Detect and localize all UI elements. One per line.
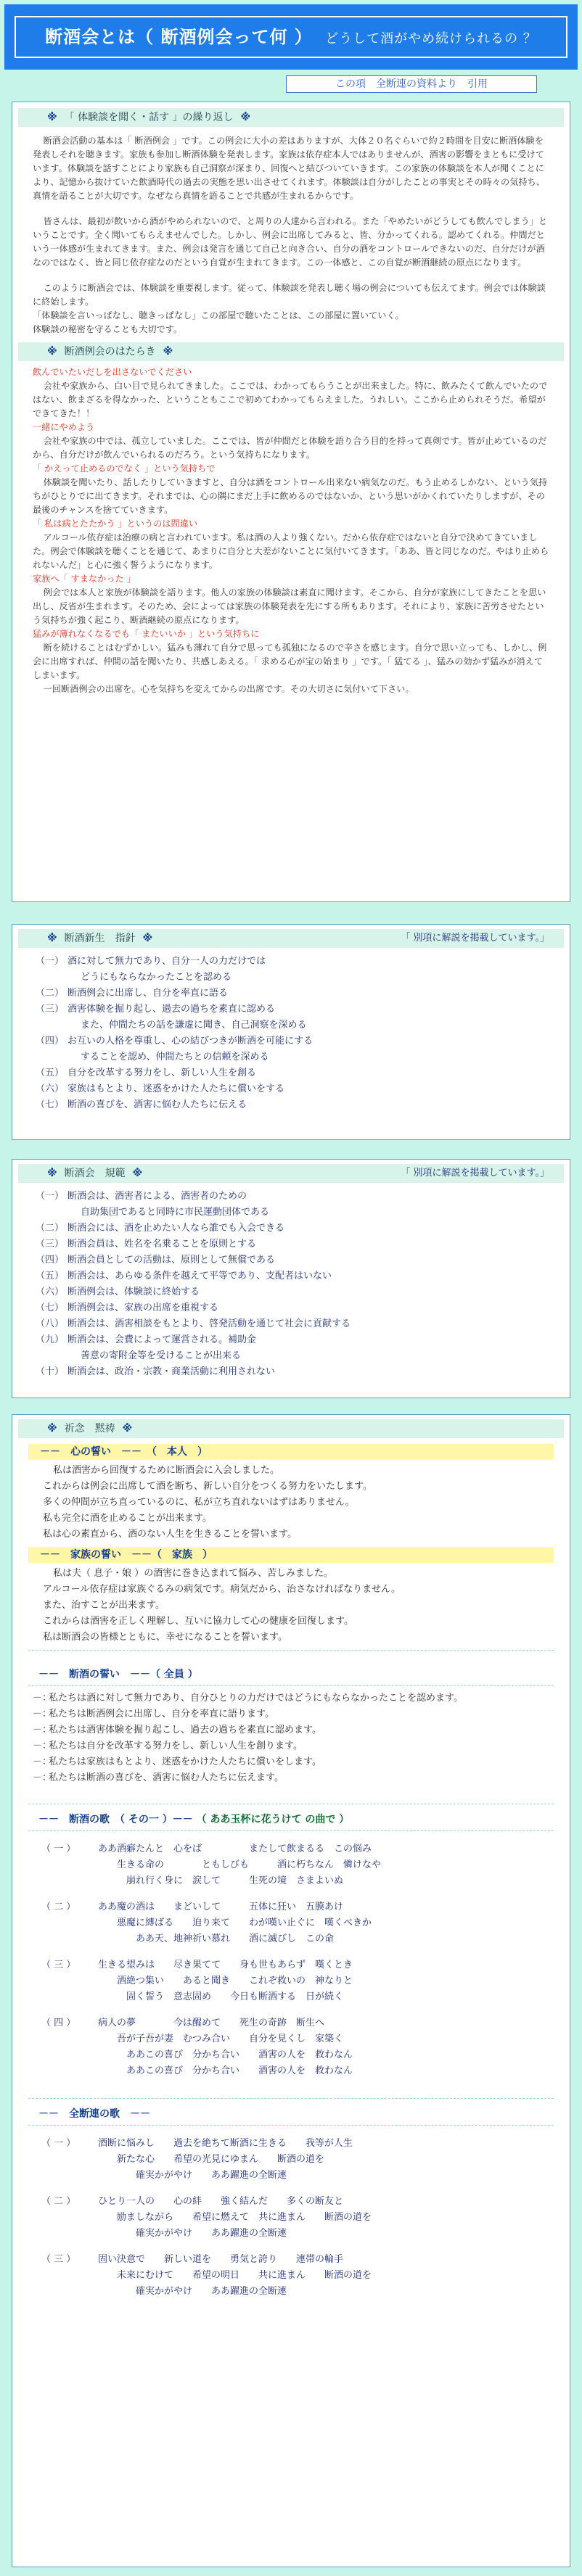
block-heading: 「 かえって止めるのでなく 」という気持ちで bbox=[33, 463, 216, 474]
verse-line: ああ酒癖たんと 心をば またして飲まるる この悩み bbox=[98, 1844, 372, 1854]
item-text: 断酒例会は、家族の出席を重視する bbox=[67, 1303, 219, 1313]
oath-title: －－ 断酒の誓い －－（ 全員 ） bbox=[38, 1669, 198, 1680]
oath-list bbox=[12, 1690, 570, 1786]
song-verse bbox=[41, 1899, 570, 1947]
verse-number: （ 三 ） bbox=[41, 1960, 76, 1970]
item-number: （八） bbox=[36, 1318, 65, 1329]
item-number: （三） bbox=[36, 1239, 65, 1250]
verse-line: 励ましながら 希望に燃えて 共に進まん 断酒の道を bbox=[98, 2212, 372, 2223]
list-item bbox=[36, 1252, 546, 1268]
block-text: 会社や家族から、白い目で見られてきました。ここでは、わかってもらうことが出来ました。特に、飲みたくて飲んでいたのではない、飲まざるを得なかった、ということもここで初めてわかってもらえました。うれしい。ここから止められそうだ。希望ができてきた！！ bbox=[33, 381, 548, 418]
oath-line bbox=[12, 1722, 570, 1738]
oath-text: 私たちは自分を改革する努力をし、新しい人生を創ります。 bbox=[49, 1741, 303, 1751]
guideline-list bbox=[12, 954, 570, 1113]
verse-lines bbox=[98, 1841, 381, 1889]
paragraph: 「体験談を言いっぱなし、聴きっぱなし」この部屋で聴いたことは、この部屋に置いていく。 bbox=[33, 310, 404, 321]
verse-lines bbox=[98, 2136, 353, 2184]
vow-line: 私は心の素直から、酒のない人生を生きることを誓います。 bbox=[43, 1529, 297, 1540]
vow-line: 私は夫（ 息子・娘 ）の酒害に巻き込まれて悩み、苦しみました。 bbox=[53, 1568, 334, 1579]
block-text: 断を続けることはむずかしい。猛みも薄れて自分で思っても孤独になるので辛さを感じます。自分で思い立っても、しかし、例会に出席すれば、仲間の話を聞いたり、共感しあえる。「 求める心が宝の始まり 」です。「 猛てる 」、猛みの効かず猛みが消えてしまいます。 bbox=[33, 643, 547, 680]
section-heading: 祈念 黙祷 bbox=[64, 1423, 115, 1434]
item-text: 断酒の喜びを、酒害に悩む人たちに伝える bbox=[67, 1099, 247, 1110]
list-item bbox=[36, 1237, 546, 1252]
vow-line: 私は断酒会の皆様とともに、幸せになることを誓います。 bbox=[43, 1632, 287, 1643]
section-heading: 「 体験談を聞く・話す 」の繰り返し bbox=[64, 112, 234, 123]
title-subtitle: どうして酒がやめ続けられるの ？ bbox=[325, 31, 537, 46]
block-text: 一回断酒例会の出席を。心を気持ちを変えてからの出席です。その大切さに気付いて下さい。 bbox=[43, 684, 414, 694]
item-number: （七） bbox=[36, 1099, 65, 1110]
verse-number: （ 三 ） bbox=[41, 2254, 76, 2265]
list-item bbox=[36, 954, 546, 970]
item-number: （二） bbox=[36, 988, 65, 999]
section-norms bbox=[12, 1159, 570, 1398]
item-text: 断酒会は、酒害者による、酒害者のための bbox=[67, 1191, 247, 1202]
list-item bbox=[36, 1189, 546, 1205]
song1-heading bbox=[38, 1812, 570, 1826]
list-item bbox=[36, 1348, 546, 1364]
block-heading: 飲んでいたいだしを出さないでください bbox=[33, 367, 192, 377]
section-heading-bar: ※ 断酒新生 指針 ※ 「 別項に解説を掲載しています。」 bbox=[18, 929, 564, 948]
item-text: 断酒会は、あらゆる条件を越えて平等であり、支配者はいない bbox=[67, 1271, 332, 1281]
list-item bbox=[36, 1002, 546, 1017]
section-experience-talk bbox=[12, 102, 570, 902]
verse-number: （ 一 ） bbox=[41, 2138, 76, 2149]
song1-tune: （ ああ玉杯に花うけて の曲で ） bbox=[196, 1814, 350, 1825]
list-item bbox=[36, 986, 546, 1002]
verse-line: 生きる命の ともしびも 酒に朽ちなん 憐けなや bbox=[98, 1859, 382, 1870]
section-heading: 断酒会 規範 bbox=[64, 1168, 126, 1179]
oath-line bbox=[12, 1770, 570, 1786]
item-number: （十） bbox=[36, 1366, 65, 1377]
verse-line: 酒絶つ集い あると聞き これぞ救いの 神なりと bbox=[98, 1976, 353, 1986]
verse-lines bbox=[98, 2015, 353, 2079]
item-text: することを認め、仲間たちとの信頼を深める bbox=[81, 1052, 269, 1062]
verse-line: 固く誓う 意志固め 今日も断酒する 日が続く bbox=[98, 1991, 344, 2002]
list-item bbox=[36, 1049, 546, 1065]
verse-lines bbox=[98, 2252, 372, 2300]
section-heading-bar: ※ 祈念 黙祷 ※ bbox=[18, 1419, 564, 1438]
item-text: お互いの人格を尊重し、心の結びつきが断酒を可能にする bbox=[67, 1036, 313, 1046]
item-number: （四） bbox=[36, 1255, 65, 1266]
song2-title: －－ 全断連の歌 －－ bbox=[38, 2108, 150, 2120]
list-item bbox=[36, 1300, 546, 1316]
verse-line: 確実かがやけ ああ躍進の全断連 bbox=[98, 2286, 287, 2297]
page-title bbox=[15, 16, 567, 58]
sub-heading: 断酒例会のはたらき bbox=[64, 346, 156, 358]
paragraph: 皆さんは、最初が飲いから酒がやめられないので、と周りの人達から言われる。また「やめたいがどうしても飲んでしまう」ということです。全く聞いてもらえませんでした。しかし、例会に出席してみると、皆、分かってくれる。認めてくれる。仲間だという一体感が生まれてきます。また、例会は発言を通じて自己と向き合い、自分の酒をコントロールできないのだ、自分だけが酒なのではなく、皆と同じ依存症なのだという自覚が生まれてきます。この一体感と、この自覚が断酒継続の原点になります。 bbox=[33, 216, 548, 268]
vow-self bbox=[12, 1463, 570, 1543]
vow-self-title: －－ 心の誓い －－ （ 本人 ） bbox=[28, 1444, 554, 1460]
source-tag: この項 全断連の資料より 引用 bbox=[286, 75, 537, 93]
item-text: 断酒会は、会費によって運営される。補助金 bbox=[67, 1334, 257, 1345]
song-verse bbox=[41, 2136, 570, 2184]
vow-line: これからは例会に出席して酒を断ち、新しい自分をつくる努力をいたします。 bbox=[43, 1481, 372, 1492]
song1-verses bbox=[12, 1841, 570, 2079]
song1-title: －－ 断酒の歌 （ その一 ）－－ bbox=[38, 1814, 193, 1825]
section-prayer bbox=[12, 1414, 570, 2567]
item-text: 善意の寄附金等を受けることが出来る bbox=[81, 1350, 242, 1361]
list-item bbox=[36, 1364, 546, 1380]
oath-text: 私たちは酒害体験を掘り起こし、過去の過ちを素直に認めます。 bbox=[49, 1725, 321, 1735]
verse-line: ああ魔の酒は まどいして 五体に狂い 五膜あけ bbox=[98, 1902, 344, 1912]
verse-line: 確実かがやけ ああ躍進の全断連 bbox=[98, 2170, 287, 2181]
section-note: 「 別項に解説を掲載しています。」 bbox=[401, 1168, 549, 1178]
oath-text: 私たちは家族はもとより、迷惑をかけた人たちに償いをします。 bbox=[49, 1756, 321, 1767]
block-text: アルコール依存症は治療の病と言われています。私は酒の人より強くない。だから依存症ではないと自分で決めてきていました。例会で体験談を聴くことを通じて、あまりに自分と大差がないことに気付いてきます。「ああ、皆と同じなのだ。やはり止められないんだ」と心に強く誓うようになります。 bbox=[33, 532, 549, 570]
list-item bbox=[36, 1268, 546, 1284]
item-number: （五） bbox=[36, 1068, 65, 1078]
item-text: どうにもならなかったことを認める bbox=[81, 972, 232, 983]
item-text: 断酒会員としての活動は、原則として無償である bbox=[67, 1255, 276, 1266]
list-item bbox=[36, 1065, 546, 1081]
title-bar bbox=[4, 4, 578, 70]
list-item bbox=[36, 1332, 546, 1348]
section-heading: 断酒新生 指針 bbox=[64, 933, 136, 944]
verse-line: 確実かがやけ ああ躍進の全断連 bbox=[98, 2228, 287, 2239]
song-verse bbox=[41, 1957, 570, 2005]
verse-number: （ 一 ） bbox=[41, 1844, 76, 1854]
item-number: （九） bbox=[36, 1334, 65, 1345]
vow-line: 私は酒害から回復するために断酒会に入会しました。 bbox=[53, 1465, 280, 1476]
item-text: 酒害体験を掘り起し、過去の過ちを素直に認める bbox=[67, 1004, 276, 1015]
verse-lines bbox=[98, 1899, 372, 1947]
oath-bullet: －： bbox=[33, 1693, 52, 1704]
verse-line: ああこの喜び 分かち合い 酒害の人を 救わなん bbox=[98, 2049, 353, 2060]
item-number: （五） bbox=[36, 1271, 65, 1281]
oath-line bbox=[12, 1706, 570, 1722]
list-item bbox=[36, 1081, 546, 1097]
item-text: 自分を改革する努力をし、新しい人生を創る bbox=[67, 1068, 257, 1078]
list-item bbox=[36, 1221, 546, 1237]
verse-line: 酒断に悩みし 過去を絶ちて断酒に生きる 我等が人生 bbox=[98, 2138, 353, 2149]
list-item bbox=[36, 1205, 546, 1221]
oath-text: 私たちは酒に対して無力であり、自分ひとりの力だけではどうにもならなかったことを認めます。 bbox=[49, 1693, 463, 1704]
block-heading: 一緒にやめよう bbox=[33, 422, 95, 432]
verse-line: 生きる望みは 尽き果てて 身も世もあらず 嘆くとき bbox=[98, 1960, 353, 1970]
verse-number: （ 二 ） bbox=[41, 1902, 76, 1912]
item-number: （二） bbox=[36, 1223, 65, 1234]
vow-line: アルコール依存症は家族ぐるみの病気です。病気だから、治さなければなりません。 bbox=[43, 1584, 401, 1595]
sub-heading-bar: ※ 断酒例会のはたらき ※ bbox=[18, 342, 564, 361]
oath-bullet: －： bbox=[33, 1772, 52, 1783]
item-text: 家族はもとより、迷惑をかけた人たちに償いをする bbox=[67, 1083, 285, 1094]
song-verse bbox=[41, 2194, 570, 2242]
vow-family-title: －－ 家族の誓い －－（ 家族 ） bbox=[28, 1547, 554, 1563]
verse-number: （ 二 ） bbox=[41, 2196, 76, 2207]
song-verse bbox=[41, 1841, 570, 1889]
section-heading-bar: ※ 「 体験談を聞く・話す 」の繰り返し ※ bbox=[18, 108, 564, 127]
verse-line: ひとり一人の 心の絆 強く結んだ 多くの断友と bbox=[98, 2196, 344, 2207]
item-text: 断酒会は、酒害相談をもとより、啓発活動を通じて社会に貢献する bbox=[67, 1318, 351, 1329]
verse-line: ああこの喜び 分かち合い 酒害の人を 救わなん bbox=[98, 2065, 353, 2076]
block-text: 体験談を聞いたり、話したりしていきますと、自分は酒をコントロール出来ない病気なのだ。もう止めるしかない、という気持ちがひとりでに出てきます。それまでは、心の隅にまだ上手に飲めるのではないか、という思いがかくれていたりしますが、その最後のチャンスを捨てていきます。 bbox=[33, 477, 548, 515]
vow-line: これからは酒害を正しく理解し、互いに協力して心の健康を回復します。 bbox=[43, 1616, 353, 1627]
block-heading: 家族へ「 すまなかった 」 bbox=[33, 574, 136, 584]
paragraph: 断酒会活動の基本は「 断酒例会 」です。この例会に大小の差はありますが、大体２０名ぐらいで約２時間を目安に断酒体験を発表しそれを聴きます。家族も参加し断酒体験を発表します。家族は依存症本人ではありませんが、酒害の影響をまともに受けています。体験談を話すことにより家族も自己洞察が深まり、回復へと結びついていきます。この家族の体験談を本人が聞くことにより、記憶から抜けていた飲酒時代の過去の実態を思い出させてくれます。体験談は自分がしたことの事実とその時々の気持ち、真情を語ることが大切です。なぜなら真情を語ることで共感が生まれるからです。 bbox=[33, 136, 545, 201]
item-text: また、仲間たちの話を謙虚に聞き、自己洞察を深める bbox=[81, 1020, 307, 1031]
verse-number: （ 四 ） bbox=[41, 2018, 76, 2028]
section-note: 「 別項に解説を掲載しています。」 bbox=[401, 933, 549, 944]
list-item bbox=[36, 1284, 546, 1300]
vow-line: 多くの仲間が立ち直っているのに、私が立ち直れないはずはありません。 bbox=[43, 1497, 355, 1508]
paragraph: このように断酒会では、体験談を重要視します。従って、体験談を発表し聴く場の例会についても伝えてます。例会では体験談に終始します。 bbox=[33, 283, 546, 307]
oath-line bbox=[12, 1690, 570, 1706]
oath-line bbox=[12, 1738, 570, 1754]
oath-bullet: －： bbox=[33, 1756, 52, 1767]
item-text: 断酒例会は、体験談に終始する bbox=[67, 1287, 200, 1297]
oath-text: 私たちは断酒例会に出席し、自分を率直に語ります。 bbox=[49, 1709, 274, 1720]
item-number: （七） bbox=[36, 1303, 65, 1313]
block-text: 例会では本人と家族が体験談を語ります。他人の家族の体験談は素直に聞けます。そこから、自分が家族にしてきたことを思い出し、反省が生まれます。そのため、会によっては家族の体験発表を先にする所もあります。それにより、家族に苦労させたという気持ちが強く起こり、断酒継続の原点になります。 bbox=[33, 587, 546, 625]
verse-line: 悪魔に縛ばる 迫り来て わが嘆い止ぐに 嘆くべきか bbox=[98, 1917, 372, 1928]
song-verse bbox=[41, 2015, 570, 2079]
list-item bbox=[36, 1097, 546, 1113]
item-text: 酒に対して無力であり、自分一人の力だけでは bbox=[67, 956, 266, 967]
item-text: 断酒会員は、姓名を名乗ることを原則とする bbox=[67, 1239, 257, 1250]
verse-lines bbox=[98, 2194, 372, 2242]
block-heading: 猛みが薄れなくなるでも「 またいいか 」という気持ちに bbox=[33, 629, 260, 639]
item-text: 自助集団であると同時に市民運動団体である bbox=[81, 1207, 270, 1218]
item-text: 断酒会には、酒を止めたい人なら誰でも入会できる bbox=[67, 1223, 285, 1234]
item-number: （六） bbox=[36, 1083, 65, 1094]
list-item bbox=[36, 970, 546, 986]
list-item bbox=[36, 1033, 546, 1049]
section-guideline bbox=[12, 924, 570, 1140]
oath-line bbox=[12, 1754, 570, 1770]
item-number: （一） bbox=[36, 956, 65, 967]
song-verse bbox=[41, 2252, 570, 2300]
title-main: 断酒会とは（ 断酒例会って何 ） bbox=[45, 27, 313, 47]
section-heading-bar: ※ 断酒会 規範 ※ 「 別項に解説を掲載しています。」 bbox=[18, 1164, 564, 1183]
norms-list bbox=[12, 1189, 570, 1380]
item-number: （一） bbox=[36, 1191, 65, 1202]
oath-text: 私たちは断酒の喜びを、酒害に悩む人たちに伝えます。 bbox=[49, 1772, 284, 1783]
function-blocks bbox=[12, 366, 570, 696]
verse-line: 新たな心 希望の光見にゆまん 断酒の道を bbox=[98, 2154, 325, 2165]
oath-bullet: －： bbox=[33, 1709, 52, 1720]
verse-line: 崩れ行く身に 涙して 生死の境 さまよいぬ bbox=[98, 1875, 344, 1886]
item-number: （三） bbox=[36, 1004, 65, 1015]
vow-line: また、治すことが出来ます。 bbox=[43, 1600, 165, 1611]
item-number: （四） bbox=[36, 1036, 65, 1046]
block-text: 会社や家族の中では、孤立していました。ここでは、皆が仲間だと体験を語り合う目的を持って真剣です。皆が止めているのだから、自分だけが飲んでいられるのだろう。という気持ちになります。 bbox=[33, 436, 547, 460]
block-heading: 「 私は病とたたかう 」というのは間違い bbox=[33, 519, 198, 529]
verse-line: 未来にむけて 希望の明日 共に進まん 断酒の道を bbox=[98, 2270, 372, 2281]
paragraph: 体験談の秘密を守ることも大切です。 bbox=[33, 324, 183, 334]
verse-lines bbox=[98, 1957, 353, 2005]
item-text: 断酒例会に出席し、自分を率直に語る bbox=[67, 988, 229, 999]
oath-bullet: －： bbox=[33, 1725, 52, 1735]
oath-bullet: －： bbox=[33, 1741, 52, 1751]
list-item bbox=[36, 1316, 546, 1332]
song2-verses bbox=[12, 2136, 570, 2300]
vow-family bbox=[12, 1566, 570, 1646]
item-number: （六） bbox=[36, 1287, 65, 1297]
verse-line: ああ天、地神祈い慕れ 酒に滅びし この命 bbox=[98, 1933, 335, 1944]
vow-line: 私も完全に酒を止めることが出来ます。 bbox=[43, 1513, 212, 1524]
verse-line: 固い決意で 新しい道を 勇気と誇り 連帯の輪手 bbox=[98, 2254, 344, 2265]
verse-line: 病人の夢 今は醒めて 死生の奇跡 断生へ bbox=[98, 2018, 325, 2028]
list-item bbox=[36, 1017, 546, 1033]
verse-line: 吾が子吾が妻 むつみ合い 自分を見くし 家築く bbox=[98, 2034, 344, 2044]
item-text: 断酒会は、政治・宗教・商業活動に利用されない bbox=[67, 1366, 276, 1377]
